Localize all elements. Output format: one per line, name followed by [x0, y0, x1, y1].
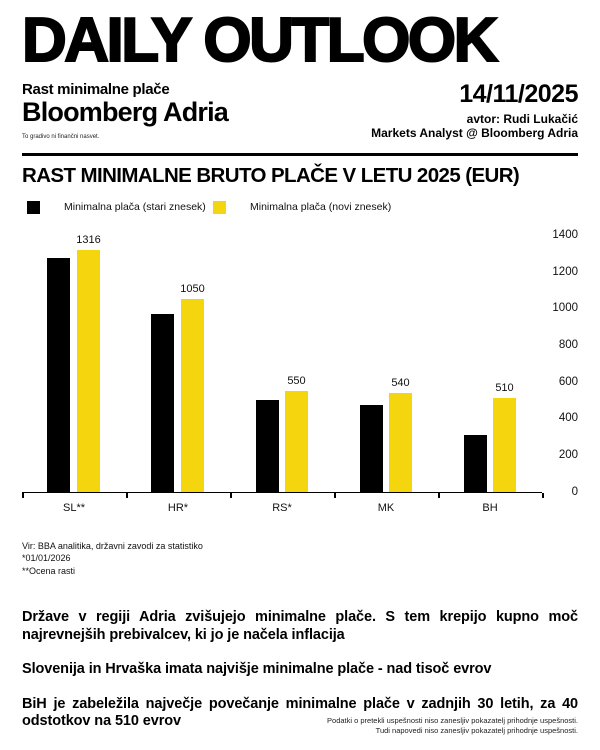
bar [181, 299, 204, 492]
chart-title: RAST MINIMALNE BRUTO PLAČE V LETU 2025 (EUR) [22, 163, 520, 187]
bar-column [76, 234, 100, 492]
bar-group [334, 236, 438, 492]
x-axis-label: SL** [62, 501, 86, 514]
masthead-title: DAILY OUTLOOK [22, 6, 496, 75]
x-axis-label: MK [377, 501, 395, 514]
bar-column [256, 400, 279, 492]
bar-value-label: 540 [391, 376, 410, 389]
y-axis-tick-label: 400 [558, 412, 578, 425]
bar-chart [22, 228, 578, 526]
bar-group [22, 236, 126, 492]
paragraph-3: BiH je zabeležila največje povečanje minimalne plače v zadnjih 30 letih, za 40 odstotkov na 510 evrov [22, 695, 578, 730]
bar [47, 258, 70, 492]
disclaimer-line-1: Podatki o pretekli uspešnosti niso zanesljiv pokazatelj prihodnje uspešnosti. [327, 716, 578, 725]
bar [493, 398, 516, 492]
body-text [22, 609, 578, 731]
bar-value-label: 550 [287, 374, 306, 387]
header-left [22, 81, 228, 140]
bar-column [285, 375, 308, 492]
bar-group [126, 236, 230, 492]
bar [77, 250, 100, 492]
bar-column [360, 405, 383, 492]
bar [464, 435, 487, 492]
chart-legend [22, 201, 578, 214]
bar-value-label: 1316 [76, 234, 101, 247]
legend-label-new: Minimalna plača (novi znesek) [250, 201, 392, 214]
disclaimer [327, 716, 578, 736]
x-axis-labels [22, 502, 542, 514]
x-axis-tick [542, 493, 544, 498]
issue-date: 14/11/2025 [459, 79, 578, 108]
x-axis-label: HR* [167, 501, 189, 514]
source-line: Vir: BBA analitika, državni zavodi za statistiko [22, 540, 203, 551]
y-axis-tick-label: 1200 [552, 265, 578, 278]
y-axis-tick-label: 1000 [552, 302, 578, 315]
bar [151, 314, 174, 492]
plot [22, 236, 542, 493]
y-axis-tick-label: 1400 [552, 228, 578, 241]
bar-value-label: 1050 [180, 283, 205, 296]
bar-column [180, 283, 204, 492]
paragraph-1: Države v regiji Adria zvišujejo minimalne plače. S tem krepijo kupno moč najrevnejših prebivalcev, ki jo je načela inflacija [22, 609, 578, 643]
x-axis-tick [22, 493, 24, 498]
source-block [22, 540, 578, 578]
bar-column [493, 382, 516, 492]
bar [389, 393, 412, 492]
bar [285, 391, 308, 492]
legend-swatch-old [27, 201, 40, 214]
bar-column [47, 258, 70, 492]
bar [360, 405, 383, 492]
bar-column [151, 314, 174, 492]
bar-column [464, 435, 487, 492]
x-axis-tick [334, 493, 336, 498]
y-axis-tick-label: 800 [558, 338, 578, 351]
x-axis-label: BH [482, 501, 498, 514]
author-role: Markets Analyst @ Bloomberg Adria [371, 125, 578, 140]
x-axis-tick [126, 493, 128, 498]
x-axis-tick [230, 493, 232, 498]
header-divider [22, 153, 578, 156]
legend-item-old [27, 201, 213, 214]
legend-item-new [213, 201, 391, 214]
header-right [371, 81, 578, 140]
bar-value-label: 510 [495, 382, 514, 395]
x-axis-label: RS* [272, 501, 292, 514]
legend-label-old: Minimalna plača (stari znesek) [64, 201, 206, 214]
footnote-2: **Ocena rasti [22, 565, 76, 576]
bar [256, 400, 279, 492]
footnote-1: *01/01/2026 [22, 553, 71, 564]
y-axis-tick-label: 0 [571, 485, 578, 498]
y-axis [538, 228, 578, 498]
x-axis-tick [438, 493, 440, 498]
bar-column [389, 377, 412, 492]
header-row [22, 81, 578, 140]
y-axis-tick-label: 200 [558, 449, 578, 462]
topic-label: Rast minimalne plače [22, 80, 170, 98]
author-name: avtor: Rudi Lukačić [466, 111, 578, 126]
bar-group [438, 236, 542, 492]
header-fine-print: To gradivo ni finančni nasvet. [22, 133, 100, 140]
paragraph-2: Slovenija in Hrvaška imata najvišje minimalne plače - nad tisoč evrov [22, 661, 492, 678]
legend-swatch-new [213, 201, 226, 214]
y-axis-tick-label: 600 [558, 375, 578, 388]
brand-name: Bloomberg Adria [22, 96, 229, 127]
disclaimer-line-2: Tudi napovedi niso zanesljiv pokazatelj prihodnje uspešnosti. [375, 726, 578, 735]
bar-group [230, 236, 334, 492]
